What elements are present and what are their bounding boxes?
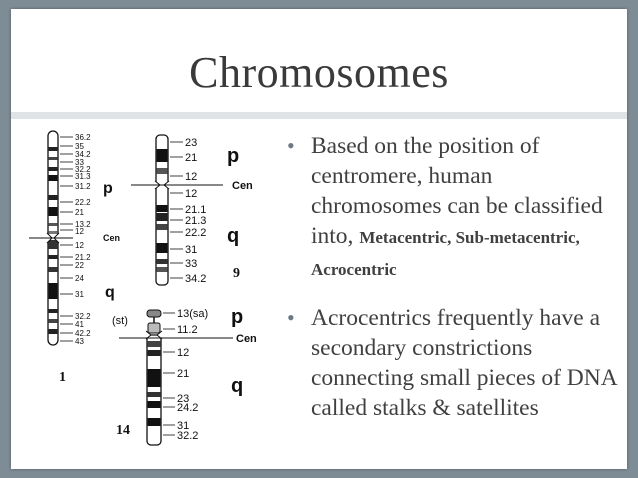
band-label: 21.2 bbox=[75, 253, 91, 262]
bullet-item bbox=[281, 303, 621, 423]
band-label: 21.1 bbox=[185, 204, 207, 216]
band-label: 34.2 bbox=[75, 150, 91, 159]
band-label: 36.2 bbox=[75, 133, 91, 142]
centromere-label: Cen bbox=[232, 180, 253, 192]
band-label: 31 bbox=[75, 290, 84, 299]
stalk-label: (st) bbox=[112, 315, 128, 327]
band-label: 35 bbox=[75, 142, 84, 151]
band-label: 23 bbox=[177, 393, 190, 405]
band-label: 21 bbox=[75, 208, 84, 217]
chromosome-number: 14 bbox=[116, 423, 130, 438]
band-label: 24 bbox=[75, 274, 84, 283]
chromosome-1 bbox=[29, 131, 120, 385]
band-label: 11.2 bbox=[177, 324, 198, 336]
bullet-dot-icon: • bbox=[287, 305, 295, 330]
band-label: 12 bbox=[185, 171, 198, 183]
band-label: 24.2 bbox=[177, 402, 199, 414]
band-label: 33 bbox=[75, 158, 84, 167]
band-label: 42.2 bbox=[75, 329, 91, 338]
centromere-label: Cen bbox=[236, 333, 257, 345]
band-label: 22.2 bbox=[75, 198, 91, 207]
arm-q-label: q bbox=[105, 284, 115, 301]
arm-p-label: p bbox=[103, 180, 113, 197]
band-label: 12 bbox=[75, 227, 84, 236]
chromosome-number: 1 bbox=[59, 370, 66, 385]
band-label: 41 bbox=[75, 320, 84, 329]
chromosome-9 bbox=[131, 135, 253, 285]
arm-p-label: p bbox=[227, 145, 240, 167]
bullet-item bbox=[281, 131, 621, 285]
band-label: 33 bbox=[185, 258, 198, 270]
band-label: 31 bbox=[177, 420, 190, 432]
arm-p-label: p bbox=[231, 306, 244, 328]
chromosome-number: 9 bbox=[233, 266, 240, 281]
band-label: 13.2 bbox=[75, 220, 91, 229]
chromosome-14 bbox=[112, 306, 257, 445]
band-label: 12 bbox=[185, 188, 198, 200]
band-label: 32.2 bbox=[75, 165, 91, 174]
band-label: 34.2 bbox=[185, 273, 207, 285]
band-label: 21 bbox=[177, 368, 190, 380]
band-label: 22 bbox=[75, 261, 84, 270]
band-label: 43 bbox=[75, 337, 84, 346]
band-label: 21 bbox=[185, 152, 198, 164]
bullet-text: Acrocentrics frequently have a secondary constrictions connecting small pieces of DNA called stalks & satellites bbox=[311, 305, 617, 421]
arm-q-label: q bbox=[231, 375, 244, 397]
bullet-dot-icon: • bbox=[287, 133, 295, 158]
arm-q-label: q bbox=[227, 225, 240, 247]
band-label: 31 bbox=[185, 244, 198, 256]
band-label: 23 bbox=[185, 137, 198, 149]
bullet-list bbox=[281, 131, 621, 441]
band-label: 12 bbox=[75, 241, 84, 250]
slide bbox=[11, 9, 627, 469]
bullet-text: Based on the position of centromere, human chromosomes can be classified into, bbox=[311, 133, 603, 249]
band-label: 21.3 bbox=[185, 215, 207, 227]
centromere-label: Cen bbox=[103, 233, 121, 243]
band-label: 12 bbox=[177, 347, 190, 359]
bullet-bold-text: Metacentric, Sub-metacentric, Acrocentric bbox=[311, 228, 580, 279]
band-label: 31.2 bbox=[75, 182, 91, 191]
band-label: 22.2 bbox=[185, 227, 207, 239]
band-label: 13(sa) bbox=[177, 308, 209, 320]
band-label: 32.2 bbox=[75, 312, 91, 321]
band-label: 31.3 bbox=[75, 172, 91, 181]
slide-title: Chromosomes bbox=[189, 48, 449, 97]
band-label: 32.2 bbox=[177, 430, 199, 442]
